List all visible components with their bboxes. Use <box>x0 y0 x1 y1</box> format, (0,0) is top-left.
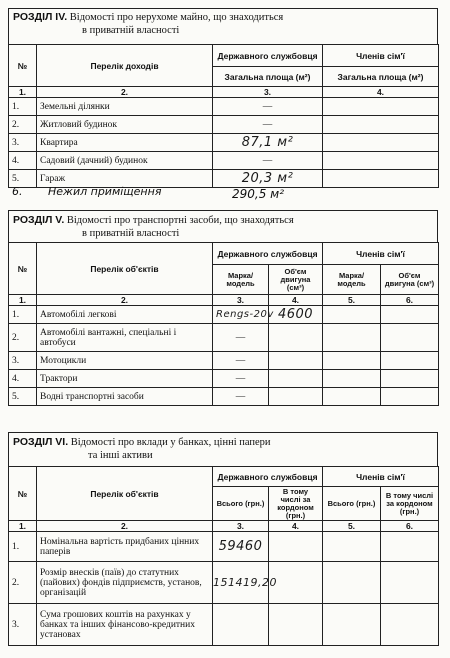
col-name: Перелік доходів <box>37 45 213 87</box>
section-5-title-line1: Відомості про транспортні засоби, що знаходяться <box>66 215 294 226</box>
row-family-make <box>323 388 381 406</box>
row-num: 3. <box>9 352 37 370</box>
row-family-engine <box>381 388 439 406</box>
table-row <box>9 370 439 388</box>
row-family-engine <box>381 370 439 388</box>
idx-cell: 5. <box>323 295 381 306</box>
row-num: 2. <box>9 116 37 134</box>
row-official: 87,1 м² <box>213 134 323 152</box>
row-family <box>323 98 439 116</box>
row-family-total <box>323 604 381 646</box>
row-family-abroad <box>381 532 439 562</box>
row-family <box>323 170 439 188</box>
row-name: Водні транспортні засоби <box>37 388 213 406</box>
sub-engine-official: Об'єм двигуна (см³) <box>269 265 323 295</box>
row-num: 4. <box>9 370 37 388</box>
idx-cell: 4. <box>323 87 439 98</box>
row-family-make <box>323 370 381 388</box>
row-name: Номінальна вартість придбаних цінних паперів <box>37 532 213 562</box>
col-num: № <box>9 243 37 295</box>
row-num: 3. <box>9 604 37 646</box>
col-num: № <box>9 45 37 87</box>
sub-engine-family: Об'єм двигуна (см³) <box>381 265 439 295</box>
idx-cell: 3. <box>213 521 269 532</box>
row-name: Квартира <box>37 134 213 152</box>
row-name: Розмір внесків (паїв) до статутних (пайових) фондів підприємств, установ, організацій <box>37 562 213 604</box>
table-row <box>9 604 439 646</box>
table-row <box>9 532 439 562</box>
row-engine <box>269 388 323 406</box>
section-5-label: РОЗДІЛ V. <box>13 214 65 226</box>
section-6-title <box>13 436 271 449</box>
section-4-label: РОЗДІЛ IV. <box>13 11 68 23</box>
row-name: Гараж <box>37 170 213 188</box>
idx-cell: 1. <box>9 521 37 532</box>
row-family-abroad <box>381 562 439 604</box>
section-6-title-line2: та інші активи <box>88 450 153 461</box>
row-make: — <box>213 324 269 352</box>
row-num: 5. <box>9 170 37 188</box>
idx-cell: 4. <box>269 295 323 306</box>
table-row <box>9 152 439 170</box>
table-row <box>9 116 439 134</box>
section-6-table <box>8 466 439 646</box>
sub-total-family: Всього (грн.) <box>323 487 381 521</box>
row-official: — <box>213 116 323 134</box>
row-family-engine <box>381 324 439 352</box>
row-family <box>323 152 439 170</box>
row-total: 59460 <box>213 532 269 562</box>
section-6-label: РОЗДІЛ VI. <box>13 436 69 448</box>
row-total <box>213 604 269 646</box>
col-official: Державного службовця <box>213 243 323 265</box>
section-5-title <box>13 214 294 227</box>
idx-cell: 6. <box>381 521 439 532</box>
sub-make-official: Марка/ модель <box>213 265 269 295</box>
section-4-title-line2: в приватній власності <box>82 25 180 36</box>
row-family-total <box>323 532 381 562</box>
section-4-table <box>8 44 439 188</box>
table-row <box>9 388 439 406</box>
idx-cell: 1. <box>9 87 37 98</box>
sub-area-official: Загальна площа (м²) <box>213 67 323 87</box>
row-engine <box>269 370 323 388</box>
row-make: — <box>213 352 269 370</box>
section-6-title-line1: Відомості про вклади у банках, цінні папери <box>70 437 271 448</box>
row-engine <box>269 352 323 370</box>
row-name: Земельні ділянки <box>37 98 213 116</box>
row-name: Мотоцикли <box>37 352 213 370</box>
row-family-engine <box>381 352 439 370</box>
idx-cell: 4. <box>269 521 323 532</box>
extra-row-num: 6. <box>12 185 23 198</box>
row-name: Сума грошових коштів на рахунках у банках та інших фінансово-кредитних установах <box>37 604 213 646</box>
row-num: 1. <box>9 98 37 116</box>
row-abroad <box>269 604 323 646</box>
row-num: 2. <box>9 562 37 604</box>
row-make: — <box>213 388 269 406</box>
sub-abroad-family: В тому числі за кордоном (грн.) <box>381 487 439 521</box>
row-name: Автомобілі вантажні, спеціальні і автобуси <box>37 324 213 352</box>
idx-cell: 3. <box>213 87 323 98</box>
col-name: Перелік об'єктів <box>37 243 213 295</box>
table-row <box>9 562 439 604</box>
idx-cell: 2. <box>37 295 213 306</box>
row-family-make <box>323 352 381 370</box>
col-num: № <box>9 467 37 521</box>
row-name: Трактори <box>37 370 213 388</box>
row-family-engine <box>381 306 439 324</box>
row-num: 4. <box>9 152 37 170</box>
row-abroad <box>269 532 323 562</box>
idx-cell: 5. <box>323 521 381 532</box>
row-family <box>323 116 439 134</box>
idx-cell: 2. <box>37 521 213 532</box>
row-engine: 4600 <box>269 306 323 324</box>
row-make: — <box>213 370 269 388</box>
idx-cell: 3. <box>213 295 269 306</box>
row-official: — <box>213 98 323 116</box>
row-engine <box>269 324 323 352</box>
row-family <box>323 134 439 152</box>
col-official: Державного службовця <box>213 467 323 487</box>
row-official: 20,3 м² <box>213 170 323 188</box>
idx-cell: 2. <box>37 87 213 98</box>
sub-total-official: Всього (грн.) <box>213 487 269 521</box>
row-name: Житловий будинок <box>37 116 213 134</box>
section-4-title <box>13 11 283 24</box>
idx-cell: 6. <box>381 295 439 306</box>
section-5-title-line2: в приватній власності <box>82 228 180 239</box>
extra-row-value: 290,5 м² <box>232 187 285 201</box>
row-family-make <box>323 306 381 324</box>
section-4-title-line1: Відомості про нерухоме майно, що знаходиться <box>69 12 284 23</box>
table-row <box>9 98 439 116</box>
col-family: Членів сім'ї <box>323 45 439 67</box>
table-row <box>9 134 439 152</box>
table-row <box>9 306 439 324</box>
row-official: — <box>213 152 323 170</box>
row-num: 5. <box>9 388 37 406</box>
row-num: 2. <box>9 324 37 352</box>
table-row <box>9 352 439 370</box>
row-family-abroad <box>381 604 439 646</box>
col-official: Державного службовця <box>213 45 323 67</box>
row-num: 3. <box>9 134 37 152</box>
row-family-total <box>323 562 381 604</box>
table-row <box>9 324 439 352</box>
col-name: Перелік об'єктів <box>37 467 213 521</box>
sub-abroad-official: В тому числі за кордоном (грн.) <box>269 487 323 521</box>
row-num: 1. <box>9 306 37 324</box>
row-total: 151419,20 <box>213 562 269 604</box>
row-name: Автомобілі легкові <box>37 306 213 324</box>
extra-row-name: Нежил приміщення <box>48 185 162 198</box>
row-name: Садовий (дачний) будинок <box>37 152 213 170</box>
section-5-table <box>8 242 439 406</box>
row-family-make <box>323 324 381 352</box>
row-num: 1. <box>9 532 37 562</box>
col-family: Членів сім'ї <box>323 467 439 487</box>
row-make: Rengs-20v <box>213 306 269 324</box>
idx-cell: 1. <box>9 295 37 306</box>
sub-area-family: Загальна площа (м²) <box>323 67 439 87</box>
sub-make-family: Марка/ модель <box>323 265 381 295</box>
col-family: Членів сім'ї <box>323 243 439 265</box>
